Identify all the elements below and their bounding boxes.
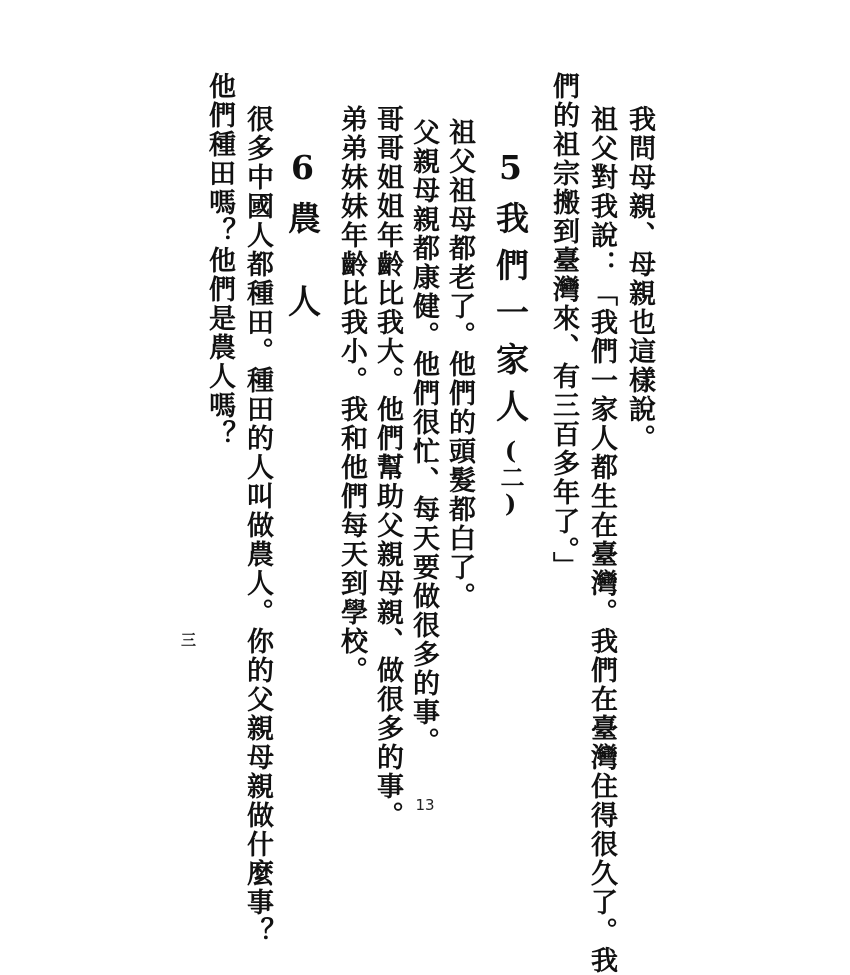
lesson-6-number: 6 [283, 148, 322, 187]
lesson-5-line-2: 父親母親都康健。他們很忙、每天要做很多的事。 [408, 118, 439, 756]
lesson-5-heading [491, 148, 530, 518]
page-number: 13 [415, 796, 435, 814]
lesson-5-line-4: 弟弟妹妹年齡比我小。我和他們每天到學校。 [336, 105, 367, 685]
lesson-6-heading [283, 148, 322, 367]
text-column-3: 們的祖宗搬到臺灣來、有三百多年了。」 [548, 72, 579, 581]
text-column-2: 祖父對我說：「我們一家人都生在臺灣。我們在臺灣住得很久了。我 [586, 105, 617, 975]
text-column-1: 我問母親、母親也這樣說。 [624, 105, 655, 453]
lesson-6-line-2: 他們種田嗎？他們是農人嗎？ [204, 72, 235, 449]
lesson-5-line-3: 哥哥姐姐年齡比我大。他們幫助父親母親、做很多的事。 [372, 105, 403, 830]
lesson-5-number: 5 [491, 148, 530, 187]
lesson-5-title: 我們一家人 [491, 201, 530, 436]
lesson-6-title: 農人 [283, 201, 322, 367]
lesson-5-line-1: 祖父祖母都老了。他們的頭髮都白了。 [444, 118, 475, 611]
side-page-number: 三 [179, 632, 197, 647]
lesson-6-line-1: 很多中國人都種田。種田的人叫做農人。你的父親母親做什麼事？ [242, 105, 273, 946]
lesson-5-part: (二) [496, 436, 525, 518]
